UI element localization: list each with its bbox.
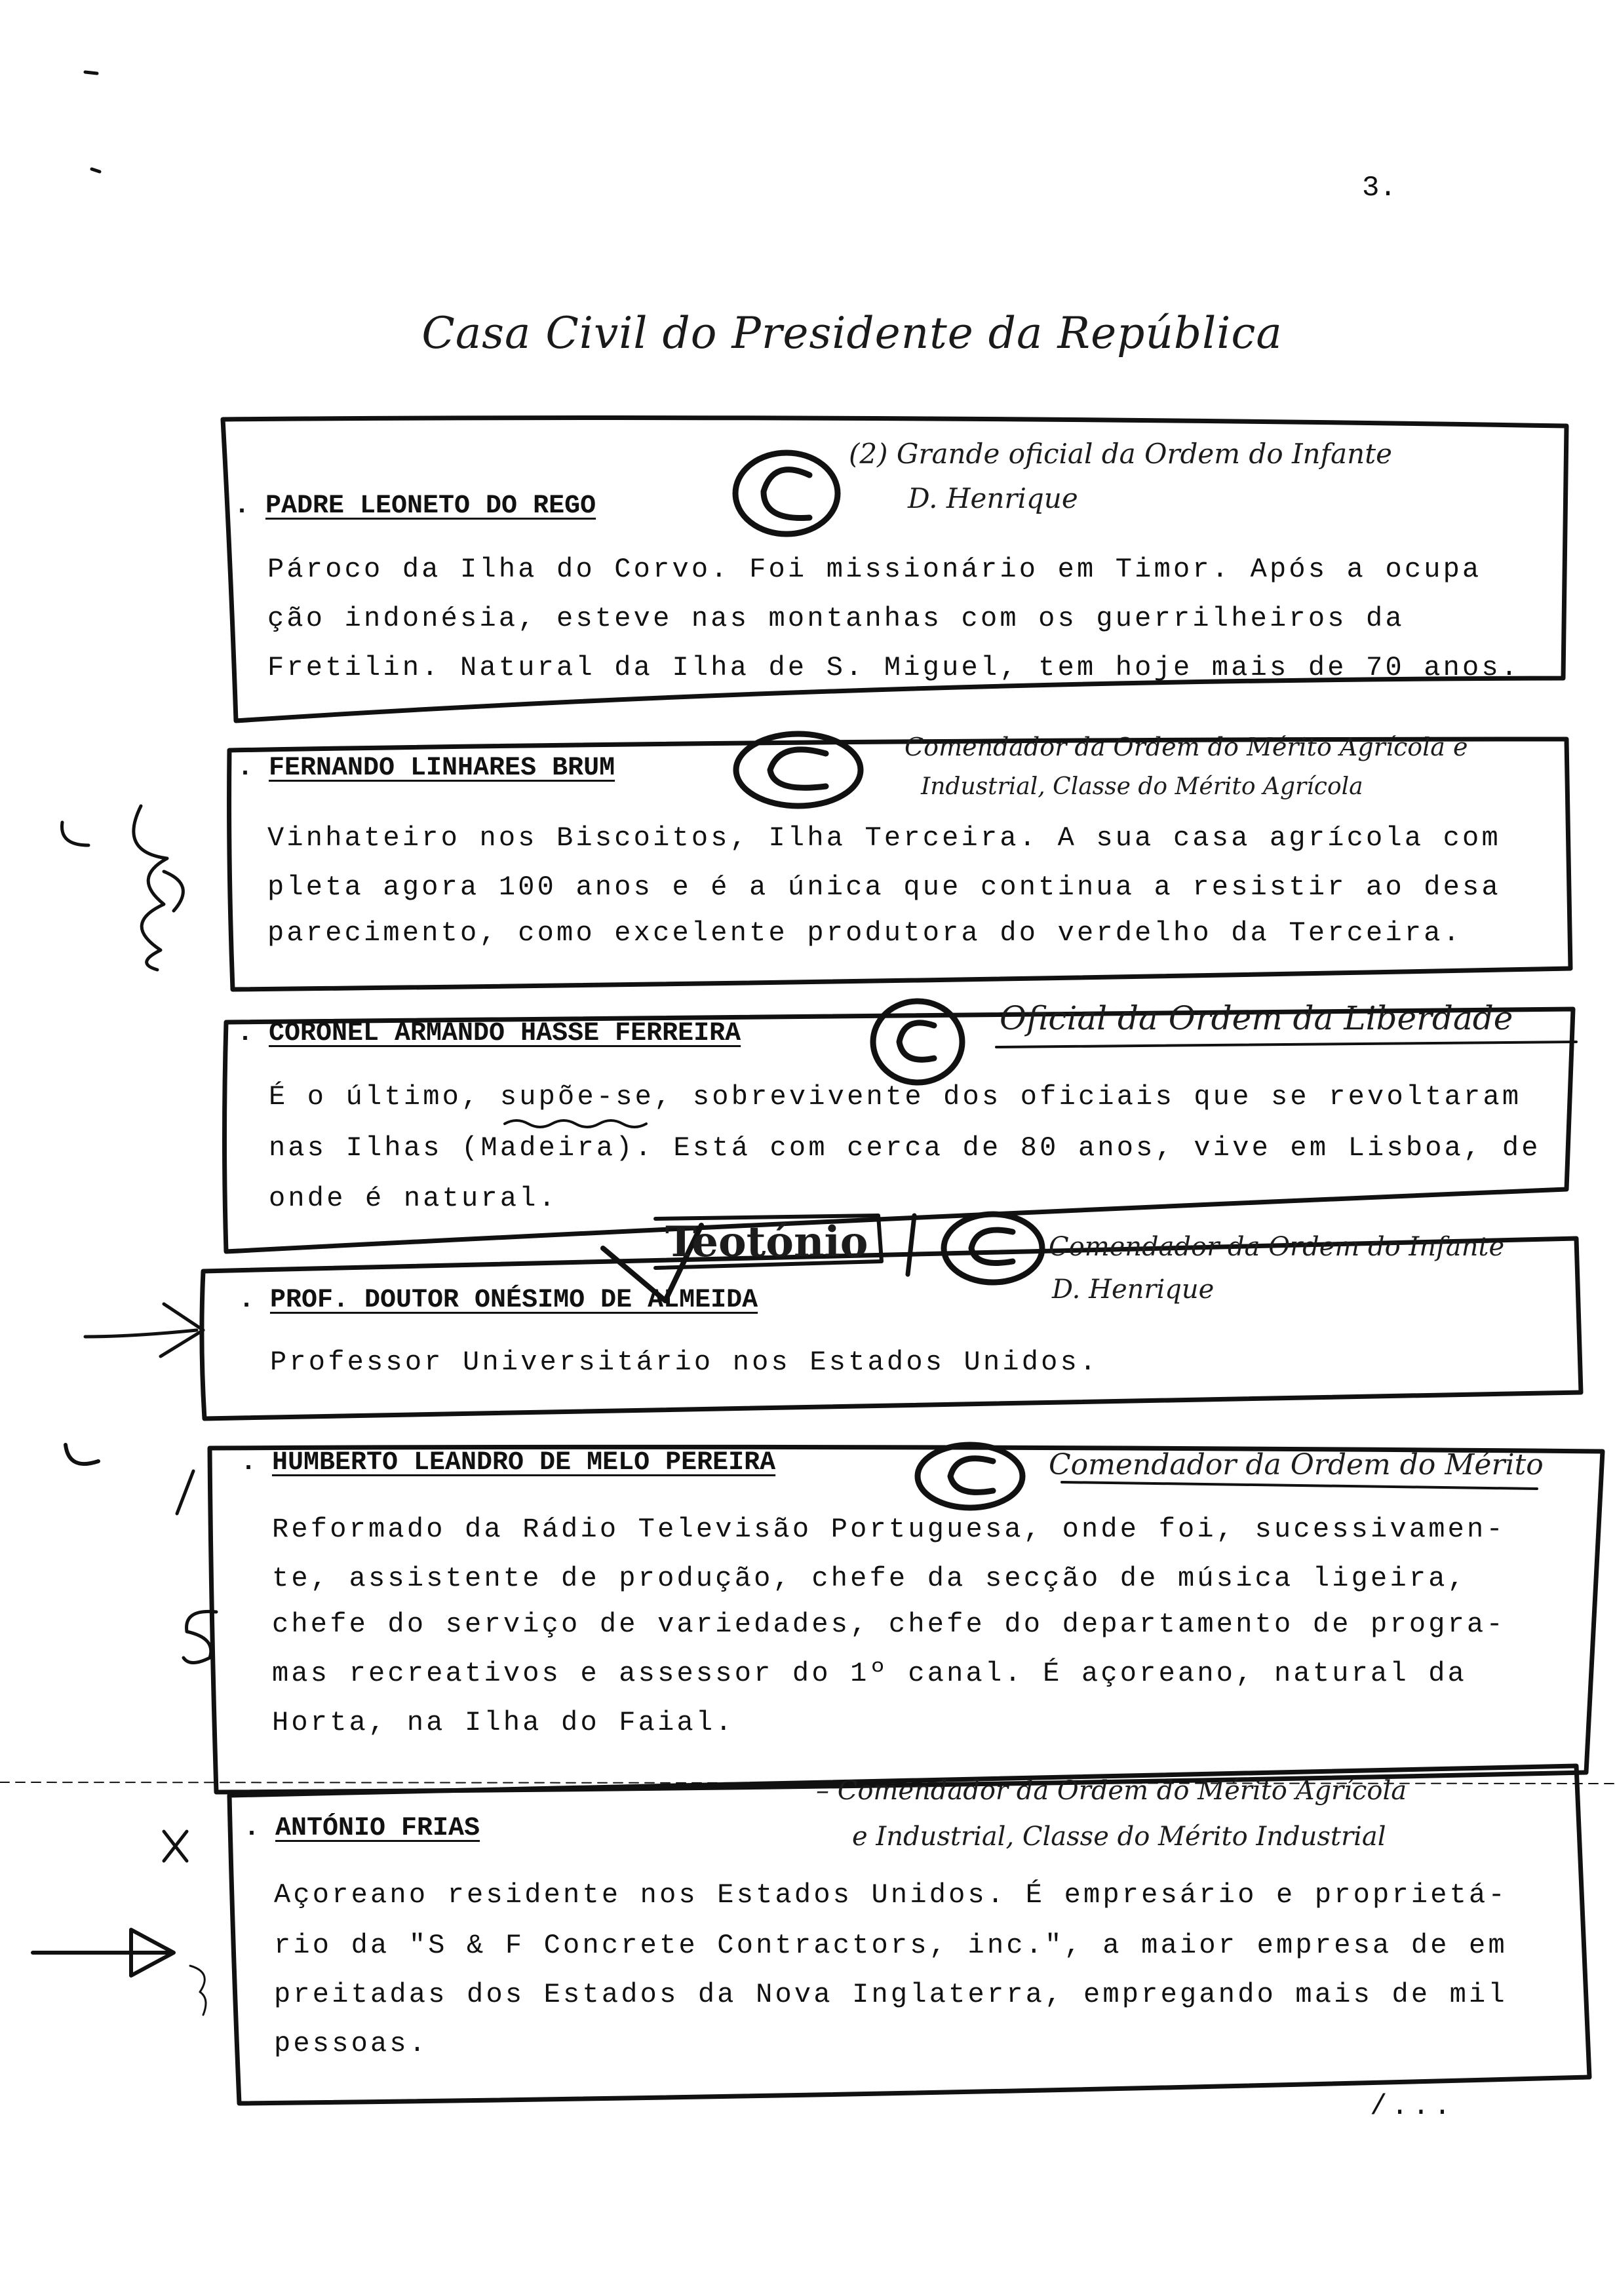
circled-c-mark-1: [735, 453, 838, 534]
circled-c-mark-3: [873, 1001, 962, 1082]
margin-mark-c-2: [66, 1445, 98, 1464]
entry-name: . FERNANDO LINHARES BRUM: [269, 754, 615, 783]
entry-text-line: chefe do serviço de variedades, chefe do departamento de progra-: [272, 1609, 1506, 1640]
entry-text-line: pessoas.: [274, 2028, 429, 2059]
entry-text-line: Reformado da Rádio Televisão Portuguesa, onde foi, sucessivamen-: [272, 1514, 1506, 1545]
entry-text-line: te, assistente de produção, chefe da secção de música ligeira,: [272, 1563, 1468, 1594]
margin-arrow-1: [85, 1304, 203, 1356]
entry-name: . CORONEL ARMANDO HASSE FERREIRA: [269, 1019, 741, 1048]
entry-text-line: É o último, supõe-se, sobrevivente dos oficiais que se revoltaram: [269, 1081, 1522, 1113]
page-number: 3.: [1362, 172, 1397, 204]
handwritten-note: D. Henrique: [908, 482, 1078, 514]
entry-text-line: nas Ilhas (Madeira). Está com cerca de 80 anos, vive em Lisboa, de: [269, 1132, 1541, 1164]
entry-name: . HUMBERTO LEANDRO DE MELO PEREIRA: [272, 1448, 775, 1478]
handwritten-note: Oficial da Ordem da Liberdade: [1000, 999, 1513, 1037]
margin-scribble-1: [134, 806, 184, 970]
entry-text-line: ção indonésia, esteve nas montanhas com os guerrilheiros da: [267, 603, 1405, 634]
entry-box-4: [202, 1238, 1581, 1419]
margin-arrow-2: [33, 1930, 174, 1976]
handwritten-note: e Industrial, Classe do Mérito Industrial: [852, 1822, 1386, 1852]
handwritten-note: Comendador da Ordem do Mérito Agrícola e: [905, 733, 1468, 761]
handwritten-note: D. Henrique: [1052, 1274, 1215, 1305]
margin-mark-c-1: [62, 822, 89, 845]
entry-text-line: rio da "S & F Concrete Contractors, inc.", a maior empresa de em: [274, 1930, 1508, 1961]
handwritten-note: Industrial, Classe do Mérito Agrícola: [921, 773, 1363, 800]
entry-text-line: Fretilin. Natural da Ilha de S. Miguel, tem hoje mais de 70 anos.: [267, 652, 1521, 683]
margin-stroke-1: [177, 1471, 193, 1514]
entry-name: . ANTÓNIO FRIAS: [275, 1814, 480, 1843]
entry-text-line: Açoreano residente nos Estados Unidos. É empresário e proprietá-: [274, 1879, 1508, 1911]
margin-mark-5: [184, 1611, 216, 1662]
handwritten-note: – Comendador da Ordem do Mérito Agrícola: [816, 1776, 1407, 1806]
entry-text-line: Pároco da Ilha do Corvo. Foi missionário em Timor. Após a ocupa: [267, 554, 1482, 585]
letterhead: Casa Civil do Presidente da República: [421, 308, 1283, 358]
entry-text-line: parecimento, como excelente produtora do verdelho da Terceira.: [267, 917, 1463, 949]
entry-name: . PROF. DOUTOR ONÉSIMO DE ALMEIDA: [270, 1286, 758, 1315]
entry-text-line: preitadas dos Estados da Nova Inglaterra, empregando mais de mil: [274, 1979, 1508, 2010]
entry-text-line: onde é natural.: [269, 1183, 558, 1214]
teotonio-stamp: Teotónio: [665, 1217, 868, 1267]
circled-c-mark-5: [918, 1445, 1022, 1508]
entry-text-line: mas recreativos e assessor do 1º canal. É açoreano, natural da: [272, 1658, 1468, 1689]
entry-text-line: Vinhateiro nos Biscoitos, Ilha Terceira. A sua casa agrícola com: [267, 822, 1501, 854]
circled-c-mark-4: [944, 1214, 1042, 1282]
wavy-underline: [505, 1120, 646, 1127]
entry-name: . PADRE LEONETO DO REGO: [265, 491, 596, 521]
margin-dash-2: [92, 169, 100, 172]
continuation-mark: /...: [1370, 2090, 1455, 2123]
entry-text-line: Professor Universitário nos Estados Unidos.: [270, 1347, 1099, 1378]
entry-text-line: Horta, na Ilha do Faial.: [272, 1707, 735, 1738]
margin-x-mark: [164, 1831, 187, 1861]
handwritten-note: Comendador da Ordem do Infante: [1049, 1232, 1505, 1262]
handwritten-note: (2) Grande oficial da Ordem do Infante: [849, 438, 1392, 470]
entry-text-line: pleta agora 100 anos e é a única que continua a resistir ao desa: [267, 871, 1501, 903]
handwritten-note: Comendador da Ordem do Mérito: [1049, 1448, 1544, 1482]
margin-dash-1: [85, 72, 97, 73]
circled-c-mark-2: [736, 734, 861, 806]
margin-mark-small: [190, 1966, 206, 2015]
